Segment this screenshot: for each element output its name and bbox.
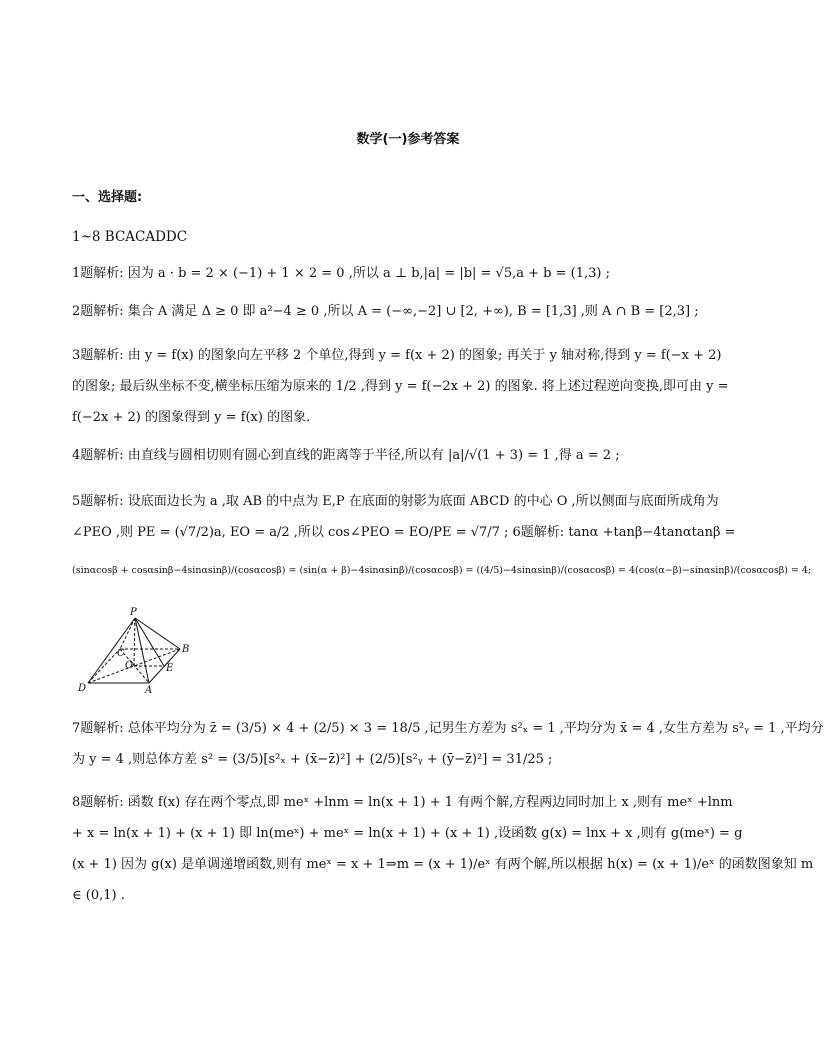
question-4-explanation: 4题解析: 由直线与圆相切则有圆心到直线的距离等于半径,所以有 |a|/√(1 + 3) = 1 ,得 a = 2 ;: [72, 448, 620, 463]
question-1-explanation: 1题解析: 因为 a · b = 2 × (−1) + 1 × 2 = 0 ,所以 a ⊥ b,|a| = |b| = √5,a + b = (1,3) ;: [72, 266, 610, 281]
question-3-line: 的图象; 最后纵坐标不变,横坐标压缩为原来的 1/2 ,得到 y = f(−2x + 2) 的图象. 将上述过程逆向变换,即可由 y =: [72, 379, 729, 394]
question-7-explanation: [72, 713, 824, 775]
edge-pb: [135, 618, 180, 649]
question-2-explanation: 2题解析: 集合 A 满足 Δ ≥ 0 即 a²−4 ≥ 0 ,所以 A = (−∞,−2] ∪ [2, +∞), B = [1,3] ,则 A ∩ B = [2,3] ;: [72, 304, 699, 319]
edge-pc: [120, 618, 135, 649]
section-heading: 一、选择题:: [72, 190, 143, 205]
question-3-line: 3题解析: 由 y = f(x) 的图象向左平移 2 个单位,得到 y = f(x + 2) 的图象; 再关于 y 轴对称,得到 y = f(−x + 2): [72, 348, 722, 363]
question-8-explanation: [72, 787, 814, 911]
question-8-line: 8题解析: 函数 f(x) 存在两个零点,即 meˣ +lnm = ln(x + 1) + 1 有两个解,方程两边同时加上 x ,则有 meˣ +lnm: [72, 795, 733, 810]
answer-key: 1~8 BCACADDC: [72, 229, 188, 245]
edge-pa: [135, 618, 149, 683]
question-5-line: ∠PEO ,则 PE = (√7/2)a, EO = a/2 ,所以 cos∠PEO = EO/PE = √7/7 ; 6题解析: tanα +tanβ−4tanαtanβ =: [72, 525, 736, 540]
question-5-explanation: [72, 486, 744, 548]
question-8-line: (x + 1) 因为 g(x) 是单调递增函数,则有 meˣ = x + 1⇒m = (x + 1)/eˣ 有两个解,所以根据 h(x) = (x + 1)/eˣ 的函数图象知 m: [72, 857, 814, 872]
question-6-formula: (sinαcosβ + cosαsinβ−4sinαsinβ)/(cosαcosβ) = (sin(α + β)−4sinαsinβ)/(cosαcosβ) = ((4/5)−4sinαsinβ)/(cosαcosβ) = 4(cos(α−β)−sinαsinβ)/(cosαcosβ) = 4;: [72, 565, 812, 576]
pyramid-figure: [72, 604, 202, 696]
label-d: D: [78, 683, 87, 694]
label-c: C: [117, 648, 125, 659]
question-8-line: + x = ln(x + 1) + (x + 1) 即 ln(meˣ) + meˣ = ln(x + 1) + (x + 1) ,设函数 g(x) = lnx + x ,则有 g(meˣ) = g: [72, 826, 743, 841]
question-5-line: 5题解析: 设底面边长为 a ,取 AB 的中点为 E,P 在底面的射影为底面 ABCD 的中心 O ,所以侧面与底面所成角为: [72, 494, 719, 509]
edge-po: [134, 618, 135, 666]
question-8-line: ∈ (0,1) .: [72, 888, 125, 903]
label-o: O: [125, 660, 134, 671]
edge-pd: [88, 618, 135, 683]
question-3-explanation: [72, 340, 744, 433]
edge-dc: [88, 649, 120, 683]
label-a: A: [145, 685, 153, 696]
question-7-line: 为 y = 4 ,则总体方差 s² = (3/5)[s²ₓ + (x̄−z̄)²] + (2/5)[s²ᵧ + (ȳ−z̄)²] = 31/25 ;: [72, 752, 553, 767]
label-e: E: [166, 663, 174, 674]
label-b: B: [182, 644, 190, 655]
page-title: 数学(一)参考答案: [356, 132, 460, 147]
edge-ab: [149, 649, 180, 683]
label-p: P: [130, 607, 137, 618]
question-7-line: 7题解析: 总体平均分为 z̄ = (3/5) × 4 + (2/5) × 3 = 18/5 ,记男生方差为 s²ₓ = 1 ,平均分为 x̄ = 4 ,女生方差为 s²ᵧ = 1 ,平均分: [72, 721, 824, 736]
edge-pe: [135, 618, 164, 666]
question-3-line: f(−2x + 2) 的图象得到 y = f(x) 的图象.: [72, 410, 311, 425]
